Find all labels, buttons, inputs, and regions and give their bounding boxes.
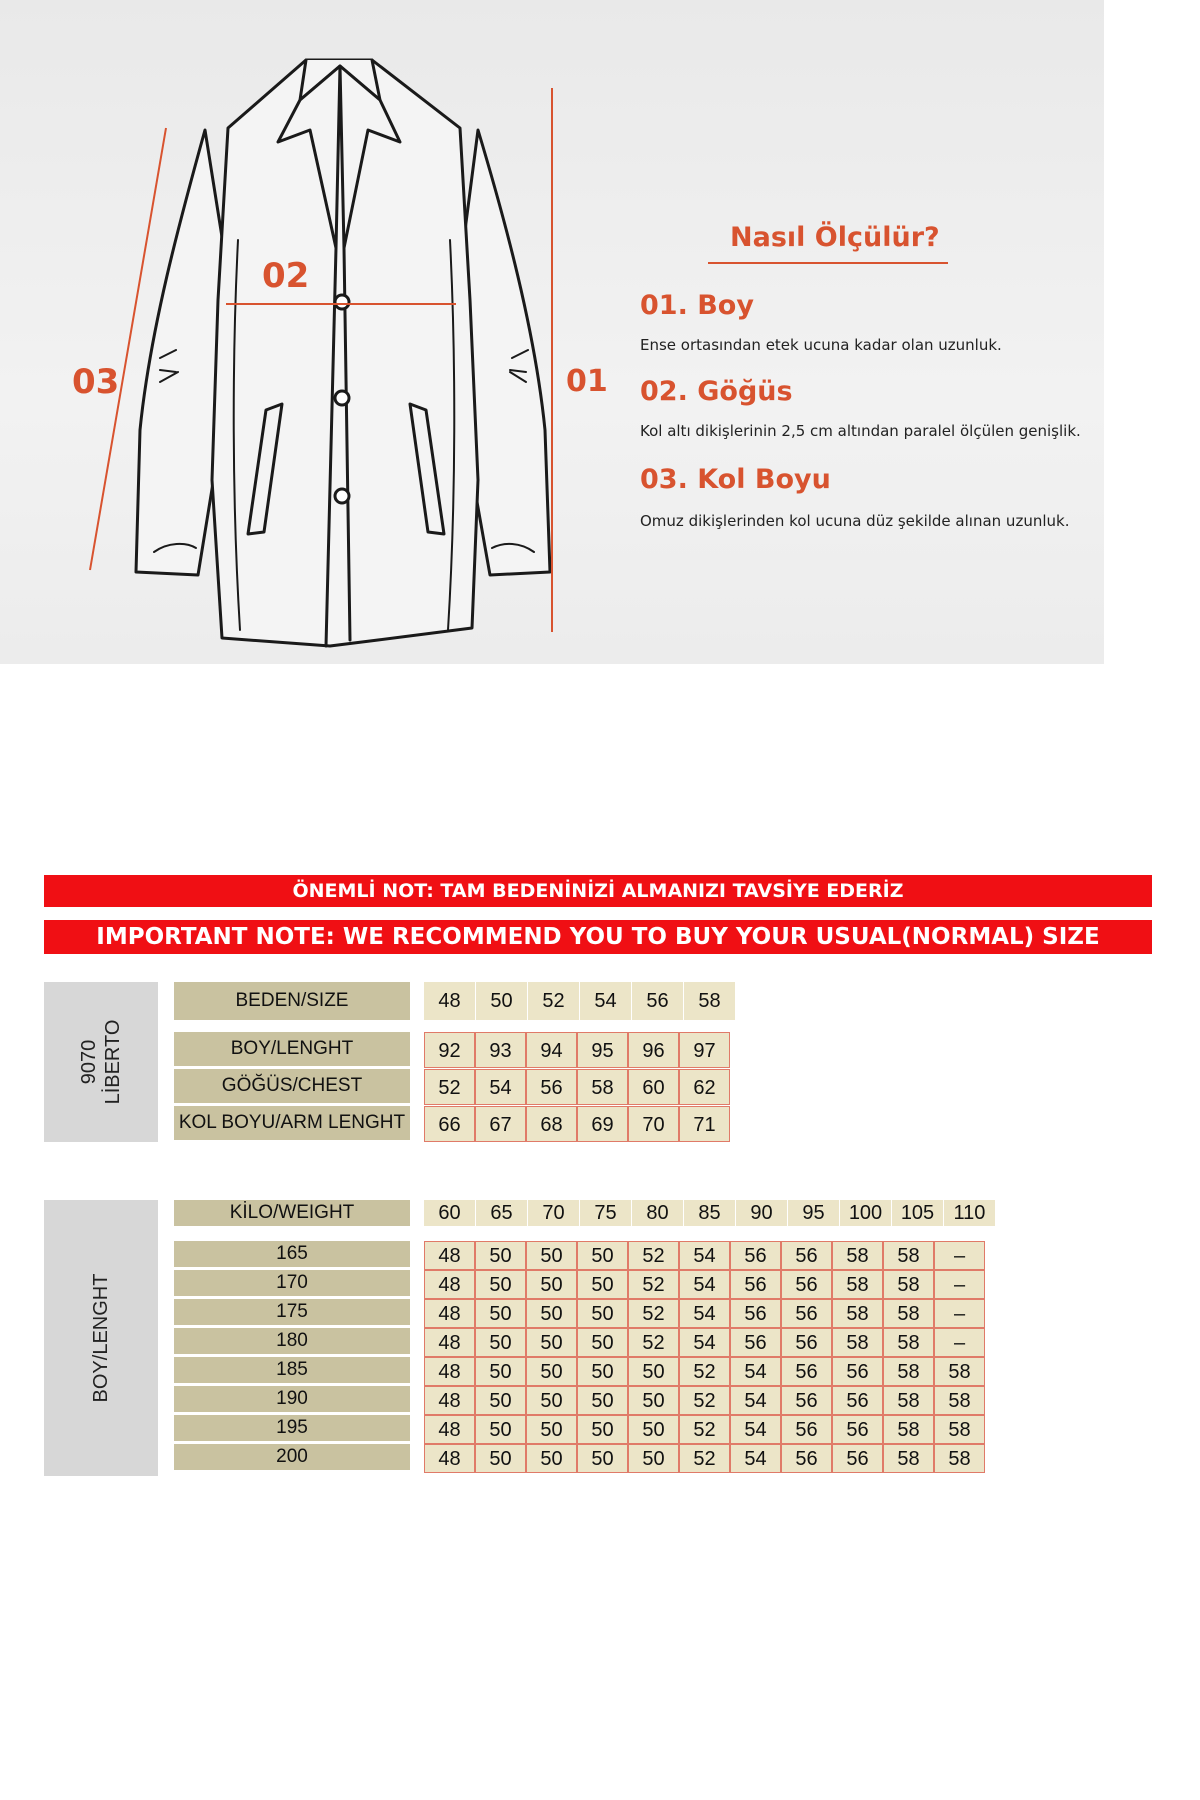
dim-label-01: 01: [566, 364, 608, 399]
weight-header-cell: 105: [892, 1200, 943, 1226]
height-row-label: 180: [174, 1328, 410, 1354]
size-recommendation-cell: 56: [832, 1415, 883, 1444]
size-recommendation-cell: 48: [424, 1444, 475, 1473]
size-recommendation-cell: 56: [832, 1357, 883, 1386]
weight-row: [424, 1415, 985, 1444]
size-value-cell: 54: [475, 1069, 526, 1105]
size-recommendation-cell: 54: [730, 1357, 781, 1386]
weight-row: [424, 1444, 985, 1473]
size-recommendation-cell: 50: [628, 1386, 679, 1415]
weight-header-label: KİLO/WEIGHT: [174, 1200, 410, 1226]
weight-row: [424, 1299, 985, 1328]
weight-header-cell: 95: [788, 1200, 839, 1226]
size-recommendation-cell: 58: [832, 1299, 883, 1328]
size-recommendation-cell: 58: [832, 1241, 883, 1270]
height-row-label: 200: [174, 1444, 410, 1470]
size-recommendation-cell: 50: [526, 1241, 577, 1270]
size-recommendation-cell: 50: [577, 1270, 628, 1299]
coat-illustration: [0, 0, 1104, 664]
size-recommendation-cell: 56: [730, 1328, 781, 1357]
size-recommendation-cell: 50: [526, 1415, 577, 1444]
size-value-cell: 52: [424, 1069, 475, 1105]
size-header-cell: 52: [528, 982, 579, 1020]
model-code: 9070: [78, 1039, 100, 1085]
size-recommendation-cell: 50: [526, 1357, 577, 1386]
size-recommendation-cell: 52: [628, 1328, 679, 1357]
size-value-cell: 69: [577, 1106, 628, 1142]
size-recommendation-cell: 58: [934, 1386, 985, 1415]
size-recommendation-cell: 52: [679, 1386, 730, 1415]
size-recommendation-cell: 56: [781, 1415, 832, 1444]
size-recommendation-cell: 50: [526, 1328, 577, 1357]
size-recommendation-cell: 56: [781, 1444, 832, 1473]
dim-label-02: 02: [262, 256, 310, 296]
height-row-label: 185: [174, 1357, 410, 1383]
size-row-label: GÖĞÜS/CHEST: [174, 1069, 410, 1103]
size-recommendation-cell: 58: [883, 1241, 934, 1270]
size-recommendation-cell: 58: [832, 1270, 883, 1299]
size-value-cell: 58: [577, 1069, 628, 1105]
size-value-cell: 97: [679, 1032, 730, 1068]
size-recommendation-cell: 50: [475, 1270, 526, 1299]
weight-row: [424, 1386, 985, 1415]
size-recommendation-cell: 50: [577, 1415, 628, 1444]
size-recommendation-cell: 56: [730, 1241, 781, 1270]
size-recommendation-cell: 48: [424, 1415, 475, 1444]
button-3: [335, 489, 349, 503]
size-recommendation-cell: 50: [475, 1328, 526, 1357]
size-recommendation-cell: –: [934, 1270, 985, 1299]
size-recommendation-cell: 56: [730, 1270, 781, 1299]
size-recommendation-cell: 54: [679, 1299, 730, 1328]
size-recommendation-cell: 50: [526, 1270, 577, 1299]
size-recommendation-cell: 52: [628, 1270, 679, 1299]
size-row: [424, 1106, 730, 1142]
weight-header-cell: 70: [528, 1200, 579, 1226]
size-recommendation-cell: 50: [475, 1299, 526, 1328]
button-1: [335, 295, 349, 309]
size-value-cell: 56: [526, 1069, 577, 1105]
size-recommendation-cell: 56: [832, 1386, 883, 1415]
size-recommendation-cell: –: [934, 1328, 985, 1357]
measure-boy-desc: Ense ortasından etek ucuna kadar olan uzunluk.: [640, 336, 1002, 354]
size-recommendation-cell: 58: [832, 1328, 883, 1357]
size-recommendation-cell: 54: [679, 1270, 730, 1299]
height-row-label: 195: [174, 1415, 410, 1441]
size-recommendation-cell: 58: [883, 1444, 934, 1473]
size-row-label: KOL BOYU/ARM LENGHT: [174, 1106, 410, 1140]
size-recommendation-cell: 56: [730, 1299, 781, 1328]
size-recommendation-cell: 58: [883, 1299, 934, 1328]
size-recommendation-cell: 48: [424, 1270, 475, 1299]
size-row-label: BOY/LENGHT: [174, 1032, 410, 1066]
size-value-cell: 96: [628, 1032, 679, 1068]
size-recommendation-cell: 58: [934, 1415, 985, 1444]
size-recommendation-cell: –: [934, 1241, 985, 1270]
size-recommendation-cell: 58: [883, 1328, 934, 1357]
size-value-cell: 92: [424, 1032, 475, 1068]
measure-gogus-desc: Kol altı dikişlerinin 2,5 cm altından paralel ölçülen genişlik.: [640, 422, 1081, 440]
measure-kol-boyu-heading: 03. Kol Boyu: [640, 464, 831, 495]
size-recommendation-cell: 50: [577, 1328, 628, 1357]
size-recommendation-cell: 54: [730, 1415, 781, 1444]
title-underline: [708, 262, 948, 264]
button-2: [335, 391, 349, 405]
size-recommendation-cell: 56: [781, 1386, 832, 1415]
size-recommendation-cell: 50: [475, 1386, 526, 1415]
important-note-tr: ÖNEMLİ NOT: TAM BEDENİNİZİ ALMANIZI TAVSİYE EDERİZ: [44, 875, 1152, 907]
weight-table-side-label: [44, 1200, 158, 1476]
size-header-cell: 58: [684, 982, 735, 1020]
size-recommendation-cell: 58: [934, 1444, 985, 1473]
size-value-cell: 67: [475, 1106, 526, 1142]
size-recommendation-cell: 50: [475, 1415, 526, 1444]
size-recommendation-cell: 50: [628, 1415, 679, 1444]
size-recommendation-cell: 48: [424, 1357, 475, 1386]
size-recommendation-cell: 52: [679, 1415, 730, 1444]
size-recommendation-cell: 56: [781, 1241, 832, 1270]
size-value-cell: 95: [577, 1032, 628, 1068]
weight-row: [424, 1270, 985, 1299]
weight-header-cell: 90: [736, 1200, 787, 1226]
size-recommendation-cell: 50: [577, 1241, 628, 1270]
model-name: LİBERTO: [102, 1019, 124, 1105]
size-header-cell: 54: [580, 982, 631, 1020]
weight-row: [424, 1357, 985, 1386]
size-recommendation-cell: 52: [628, 1299, 679, 1328]
size-value-cell: 70: [628, 1106, 679, 1142]
measurement-guide-panel: [0, 0, 1104, 664]
measure-gogus-heading: 02. Göğüs: [640, 376, 793, 407]
weight-header-cell: 85: [684, 1200, 735, 1226]
size-recommendation-cell: 50: [577, 1299, 628, 1328]
size-recommendation-cell: 50: [577, 1386, 628, 1415]
size-recommendation-cell: 56: [781, 1328, 832, 1357]
size-recommendation-cell: 50: [526, 1444, 577, 1473]
height-row-label: 170: [174, 1270, 410, 1296]
size-header-cell: 48: [424, 982, 475, 1020]
size-recommendation-cell: 58: [883, 1357, 934, 1386]
size-recommendation-cell: 54: [679, 1241, 730, 1270]
size-recommendation-cell: 50: [628, 1357, 679, 1386]
weight-header-cell: 75: [580, 1200, 631, 1226]
size-row: [424, 1032, 730, 1068]
weight-header-row: [424, 1200, 996, 1226]
size-table-side-label: [44, 982, 158, 1142]
weight-header-cell: 65: [476, 1200, 527, 1226]
size-recommendation-cell: 54: [730, 1444, 781, 1473]
size-header-label: BEDEN/SIZE: [174, 982, 410, 1020]
size-header-cell: 50: [476, 982, 527, 1020]
size-recommendation-cell: 58: [883, 1386, 934, 1415]
size-recommendation-cell: 50: [628, 1444, 679, 1473]
weight-header-cell: 110: [944, 1200, 995, 1226]
size-recommendation-cell: 50: [577, 1357, 628, 1386]
measure-boy-heading: 01. Boy: [640, 290, 754, 321]
size-recommendation-cell: 50: [475, 1357, 526, 1386]
size-recommendation-cell: 56: [832, 1444, 883, 1473]
size-recommendation-cell: 52: [628, 1241, 679, 1270]
weight-header-cell: 80: [632, 1200, 683, 1226]
size-recommendation-cell: 50: [577, 1444, 628, 1473]
measure-kol-boyu-desc: Omuz dikişlerinden kol ucuna düz şekilde alınan uzunluk.: [640, 512, 1070, 530]
weight-row: [424, 1328, 985, 1357]
height-row-label: 165: [174, 1241, 410, 1267]
size-recommendation-cell: 50: [475, 1444, 526, 1473]
dim-label-03: 03: [72, 362, 120, 402]
size-recommendation-cell: 56: [781, 1270, 832, 1299]
size-value-cell: 71: [679, 1106, 730, 1142]
important-note-en: IMPORTANT NOTE: WE RECOMMEND YOU TO BUY YOUR USUAL(NORMAL) SIZE: [44, 920, 1152, 954]
how-to-measure-title: Nasıl Ölçülür?: [730, 222, 940, 253]
size-recommendation-cell: 58: [883, 1270, 934, 1299]
size-recommendation-cell: 54: [730, 1386, 781, 1415]
weight-header-cell: 100: [840, 1200, 891, 1226]
size-recommendation-cell: 58: [934, 1357, 985, 1386]
size-value-cell: 94: [526, 1032, 577, 1068]
weight-row: [424, 1241, 985, 1270]
size-row: [424, 1069, 730, 1105]
size-value-cell: 62: [679, 1069, 730, 1105]
size-header-cell: 56: [632, 982, 683, 1020]
size-recommendation-cell: 50: [475, 1241, 526, 1270]
size-recommendation-cell: 54: [679, 1328, 730, 1357]
size-recommendation-cell: –: [934, 1299, 985, 1328]
size-recommendation-cell: 58: [883, 1415, 934, 1444]
size-recommendation-cell: 56: [781, 1299, 832, 1328]
size-recommendation-cell: 50: [526, 1299, 577, 1328]
size-recommendation-cell: 52: [679, 1444, 730, 1473]
height-row-label: 190: [174, 1386, 410, 1412]
size-value-cell: 60: [628, 1069, 679, 1105]
height-axis-label: BOY/LENGHT: [90, 1273, 112, 1403]
size-recommendation-cell: 50: [526, 1386, 577, 1415]
weight-header-cell: 60: [424, 1200, 475, 1226]
size-recommendation-cell: 48: [424, 1299, 475, 1328]
height-row-label: 175: [174, 1299, 410, 1325]
size-recommendation-cell: 48: [424, 1241, 475, 1270]
size-value-cell: 68: [526, 1106, 577, 1142]
size-recommendation-cell: 56: [781, 1357, 832, 1386]
size-value-cell: 93: [475, 1032, 526, 1068]
size-recommendation-cell: 52: [679, 1357, 730, 1386]
size-value-cell: 66: [424, 1106, 475, 1142]
size-recommendation-cell: 48: [424, 1328, 475, 1357]
size-recommendation-cell: 48: [424, 1386, 475, 1415]
size-header-row: [424, 982, 736, 1020]
